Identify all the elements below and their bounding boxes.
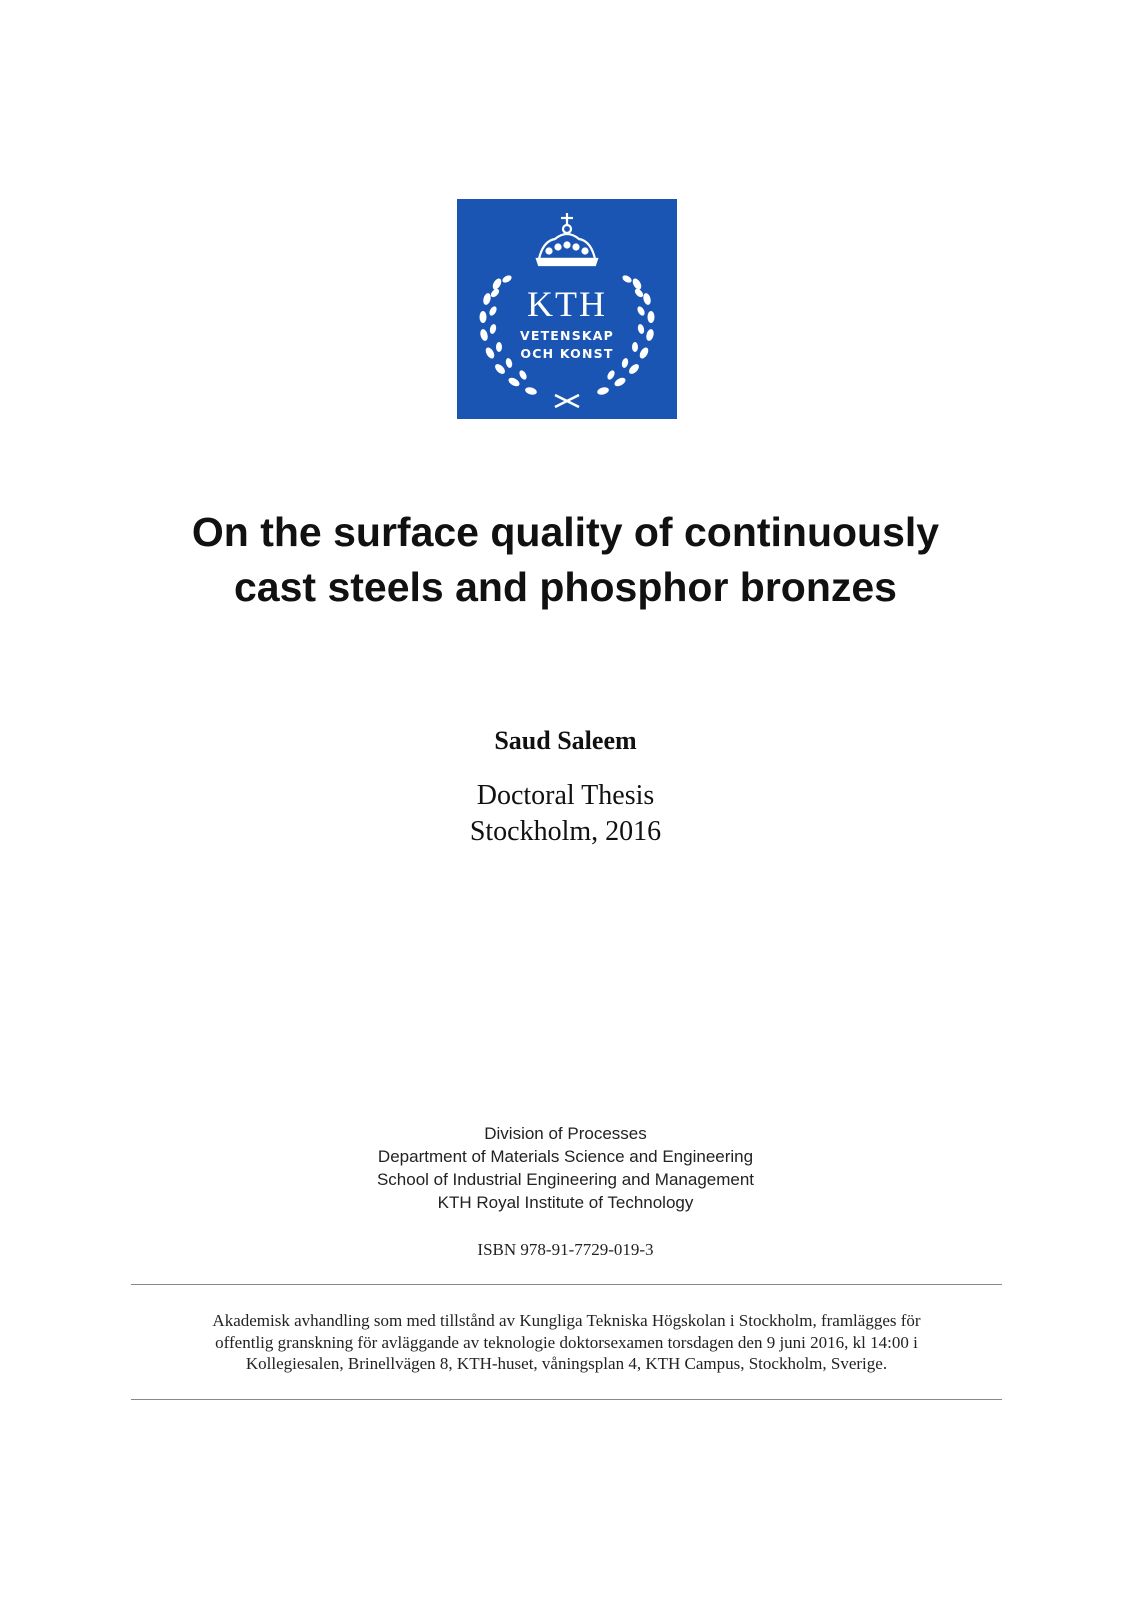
thesis-title (80, 505, 1051, 615)
kth-logo (457, 199, 677, 419)
title-line-1: On the surface quality of continuously (191, 509, 940, 555)
isbn: ISBN 978-91-7729-019-3 (477, 1240, 654, 1259)
logo-motto-line-1: VETENSKAP (519, 328, 615, 343)
logo-kth-text: KTH (527, 284, 607, 324)
defense-notice (131, 1310, 1002, 1375)
divider-bottom (131, 1399, 1002, 1400)
affiliation-institute: KTH Royal Institute of Technology (437, 1193, 694, 1212)
author-name: Saud Saleem (494, 726, 637, 755)
affiliation-division: Division of Processes (484, 1124, 647, 1143)
affiliation-block (0, 1122, 1131, 1214)
kth-emblem-icon (457, 199, 677, 419)
affiliation-school: School of Industrial Engineering and Management (376, 1170, 755, 1189)
divider-top (131, 1284, 1002, 1285)
defense-line-3: Kollegiesalen, Brinellvägen 8, KTH-huset, våningsplan 4, KTH Campus, Stockholm, Sverige. (245, 1354, 888, 1373)
defense-line-1: Akademisk avhandling som med tillstånd av Kungliga Tekniska Högskolan i Stockholm, framlägges för (212, 1311, 921, 1330)
title-line-2: cast steels and phosphor bronzes (234, 564, 897, 610)
defense-line-2: offentlig granskning för avläggande av teknologie doktorsexamen torsdagen den 9 juni 2016, kl 14:00 i (215, 1332, 918, 1352)
affiliation-department: Department of Materials Science and Engineering (377, 1147, 754, 1166)
thesis-info (0, 778, 1131, 850)
logo-motto-line-2: OCH KONST (520, 346, 614, 361)
thesis-place-year: Stockholm, 2016 (469, 816, 662, 847)
thesis-type: Doctoral Thesis (476, 780, 655, 811)
